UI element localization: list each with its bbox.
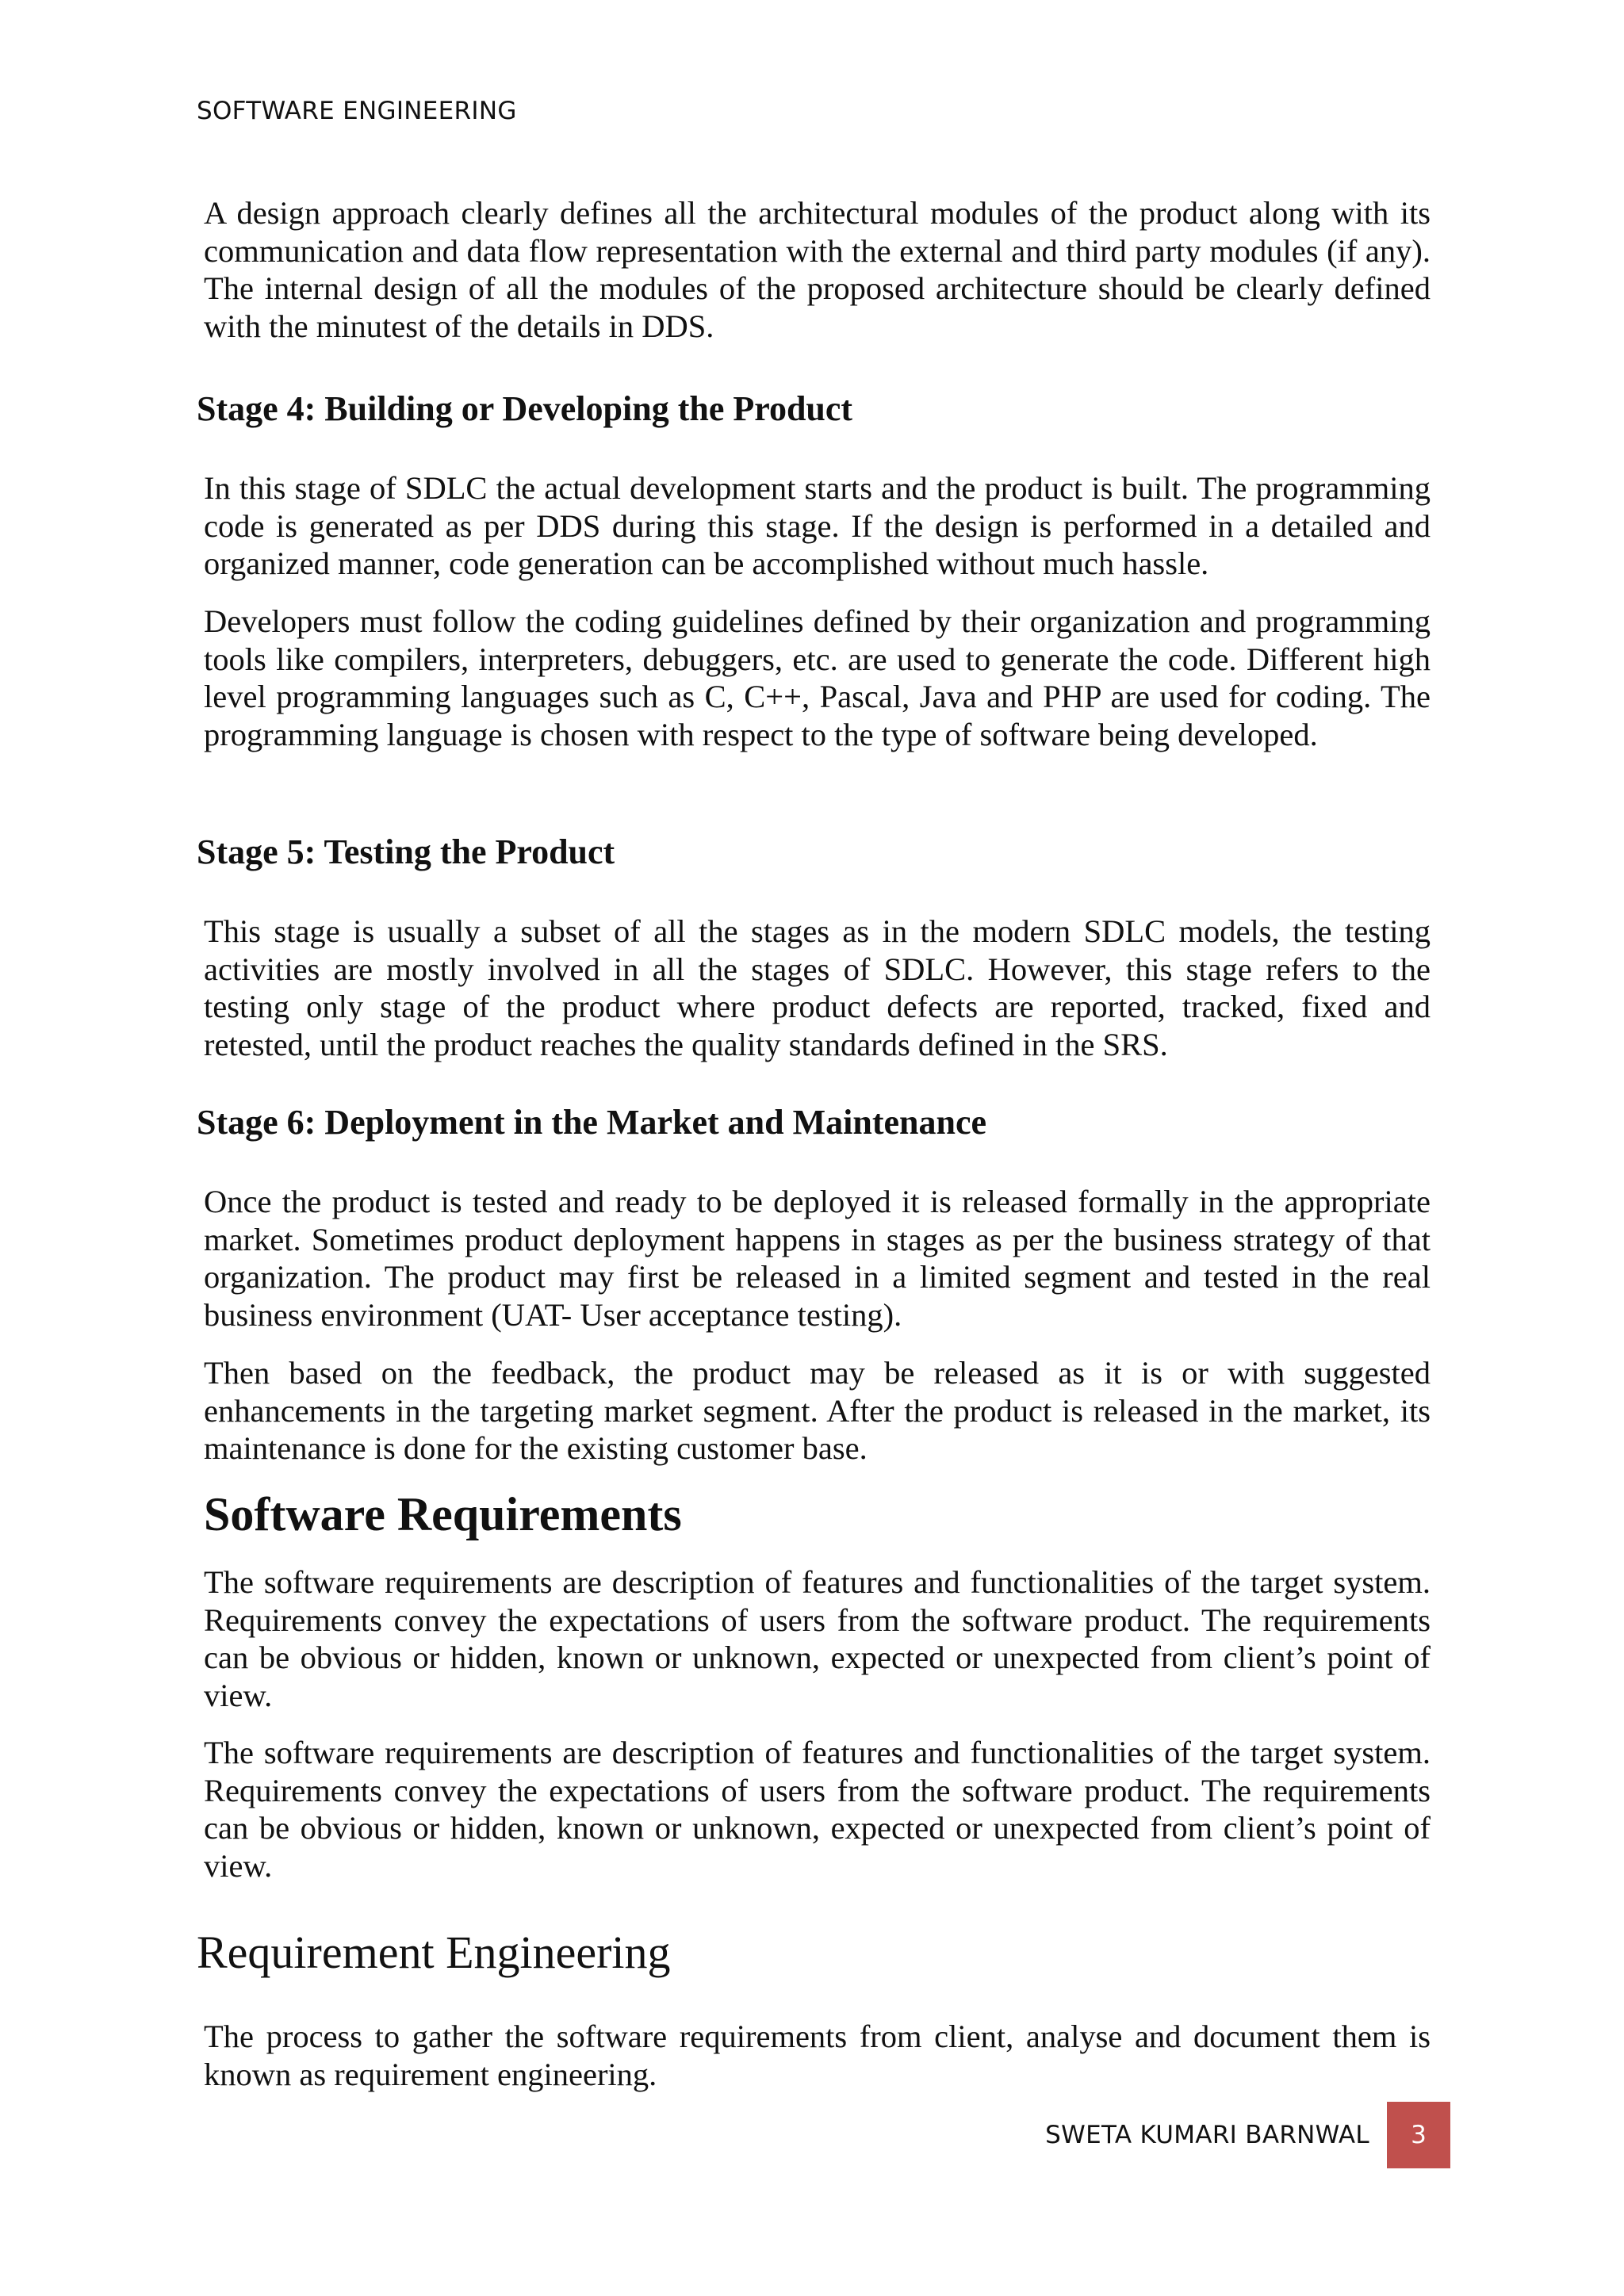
running-header: SOFTWARE ENGINEERING (197, 97, 517, 125)
stage4-paragraph-1: In this stage of SDLC the actual development starts and the product is built. The programming code is generated as per DDS during this stage. If the design is performed in a detailed and organized manner, code generation can be accomplished without much hassle. (204, 470, 1431, 582)
software-requirements-paragraph-1: The software requirements are description of features and functionalities of the target system. Requirements convey the expectations of users from the software product. The requirements can be obvious or hidden, known or unknown, expected or unexpected from client’s point of view. (204, 1564, 1431, 1713)
footer-author: SWETA KUMARI BARNWAL (1045, 2121, 1369, 2149)
stage6-paragraph-2: Then based on the feedback, the product may be released as it is or with suggested enhancements in the targeting market segment. After the product is released in the market, its maintenance is done for the existing customer base. (204, 1355, 1431, 1467)
requirement-engineering-paragraph-1: The process to gather the software requirements from client, analyse and document them is known as requirement engineering. (204, 2019, 1431, 2092)
stage6-heading: Stage 6: Deployment in the Market and Maintenance (197, 1103, 987, 1142)
software-requirements-paragraph-2: The software requirements are description of features and functionalities of the target system. Requirements convey the expectations of users from the software product. The requirements can be obvious or hidden, known or unknown, expected or unexpected from client’s point of view. (204, 1735, 1431, 1884)
stage4-heading: Stage 4: Building or Developing the Product (197, 389, 853, 428)
software-requirements-heading: Software Requirements (204, 1488, 682, 1540)
stage6-paragraph-1: Once the product is tested and ready to be deployed it is released formally in the appropriate market. Sometimes product deployment happens in stages as per the business strategy of that organization. The product may first be released in a limited segment and tested in the real business environment (UAT- User acceptance testing). (204, 1184, 1431, 1333)
page-number-badge: 3 (1387, 2102, 1450, 2168)
page-footer (1045, 2102, 1450, 2168)
intro-paragraph: A design approach clearly defines all the architectural modules of the product along with its communication and data flow representation with the external and third party modules (if any). The internal design of all the modules of the proposed architecture should be clearly defined with the minutest of the details in DDS. (204, 195, 1431, 344)
stage5-heading: Stage 5: Testing the Product (197, 832, 615, 871)
stage4-paragraph-2: Developers must follow the coding guidelines defined by their organization and programming tools like compilers, interpreters, debuggers, etc. are used to generate the code. Different high level programming languages such as C, C++, Pascal, Java and PHP are used for coding. The programming language is chosen with respect to the type of software being developed. (204, 603, 1431, 752)
stage5-paragraph-1: This stage is usually a subset of all the stages as in the modern SDLC models, the testing activities are mostly involved in all the stages of SDLC. However, this stage refers to the testing only stage of the product where product defects are reported, tracked, fixed and retested, until the product reaches the quality standards defined in the SRS. (204, 913, 1431, 1062)
requirement-engineering-heading: Requirement Engineering (197, 1927, 671, 1978)
